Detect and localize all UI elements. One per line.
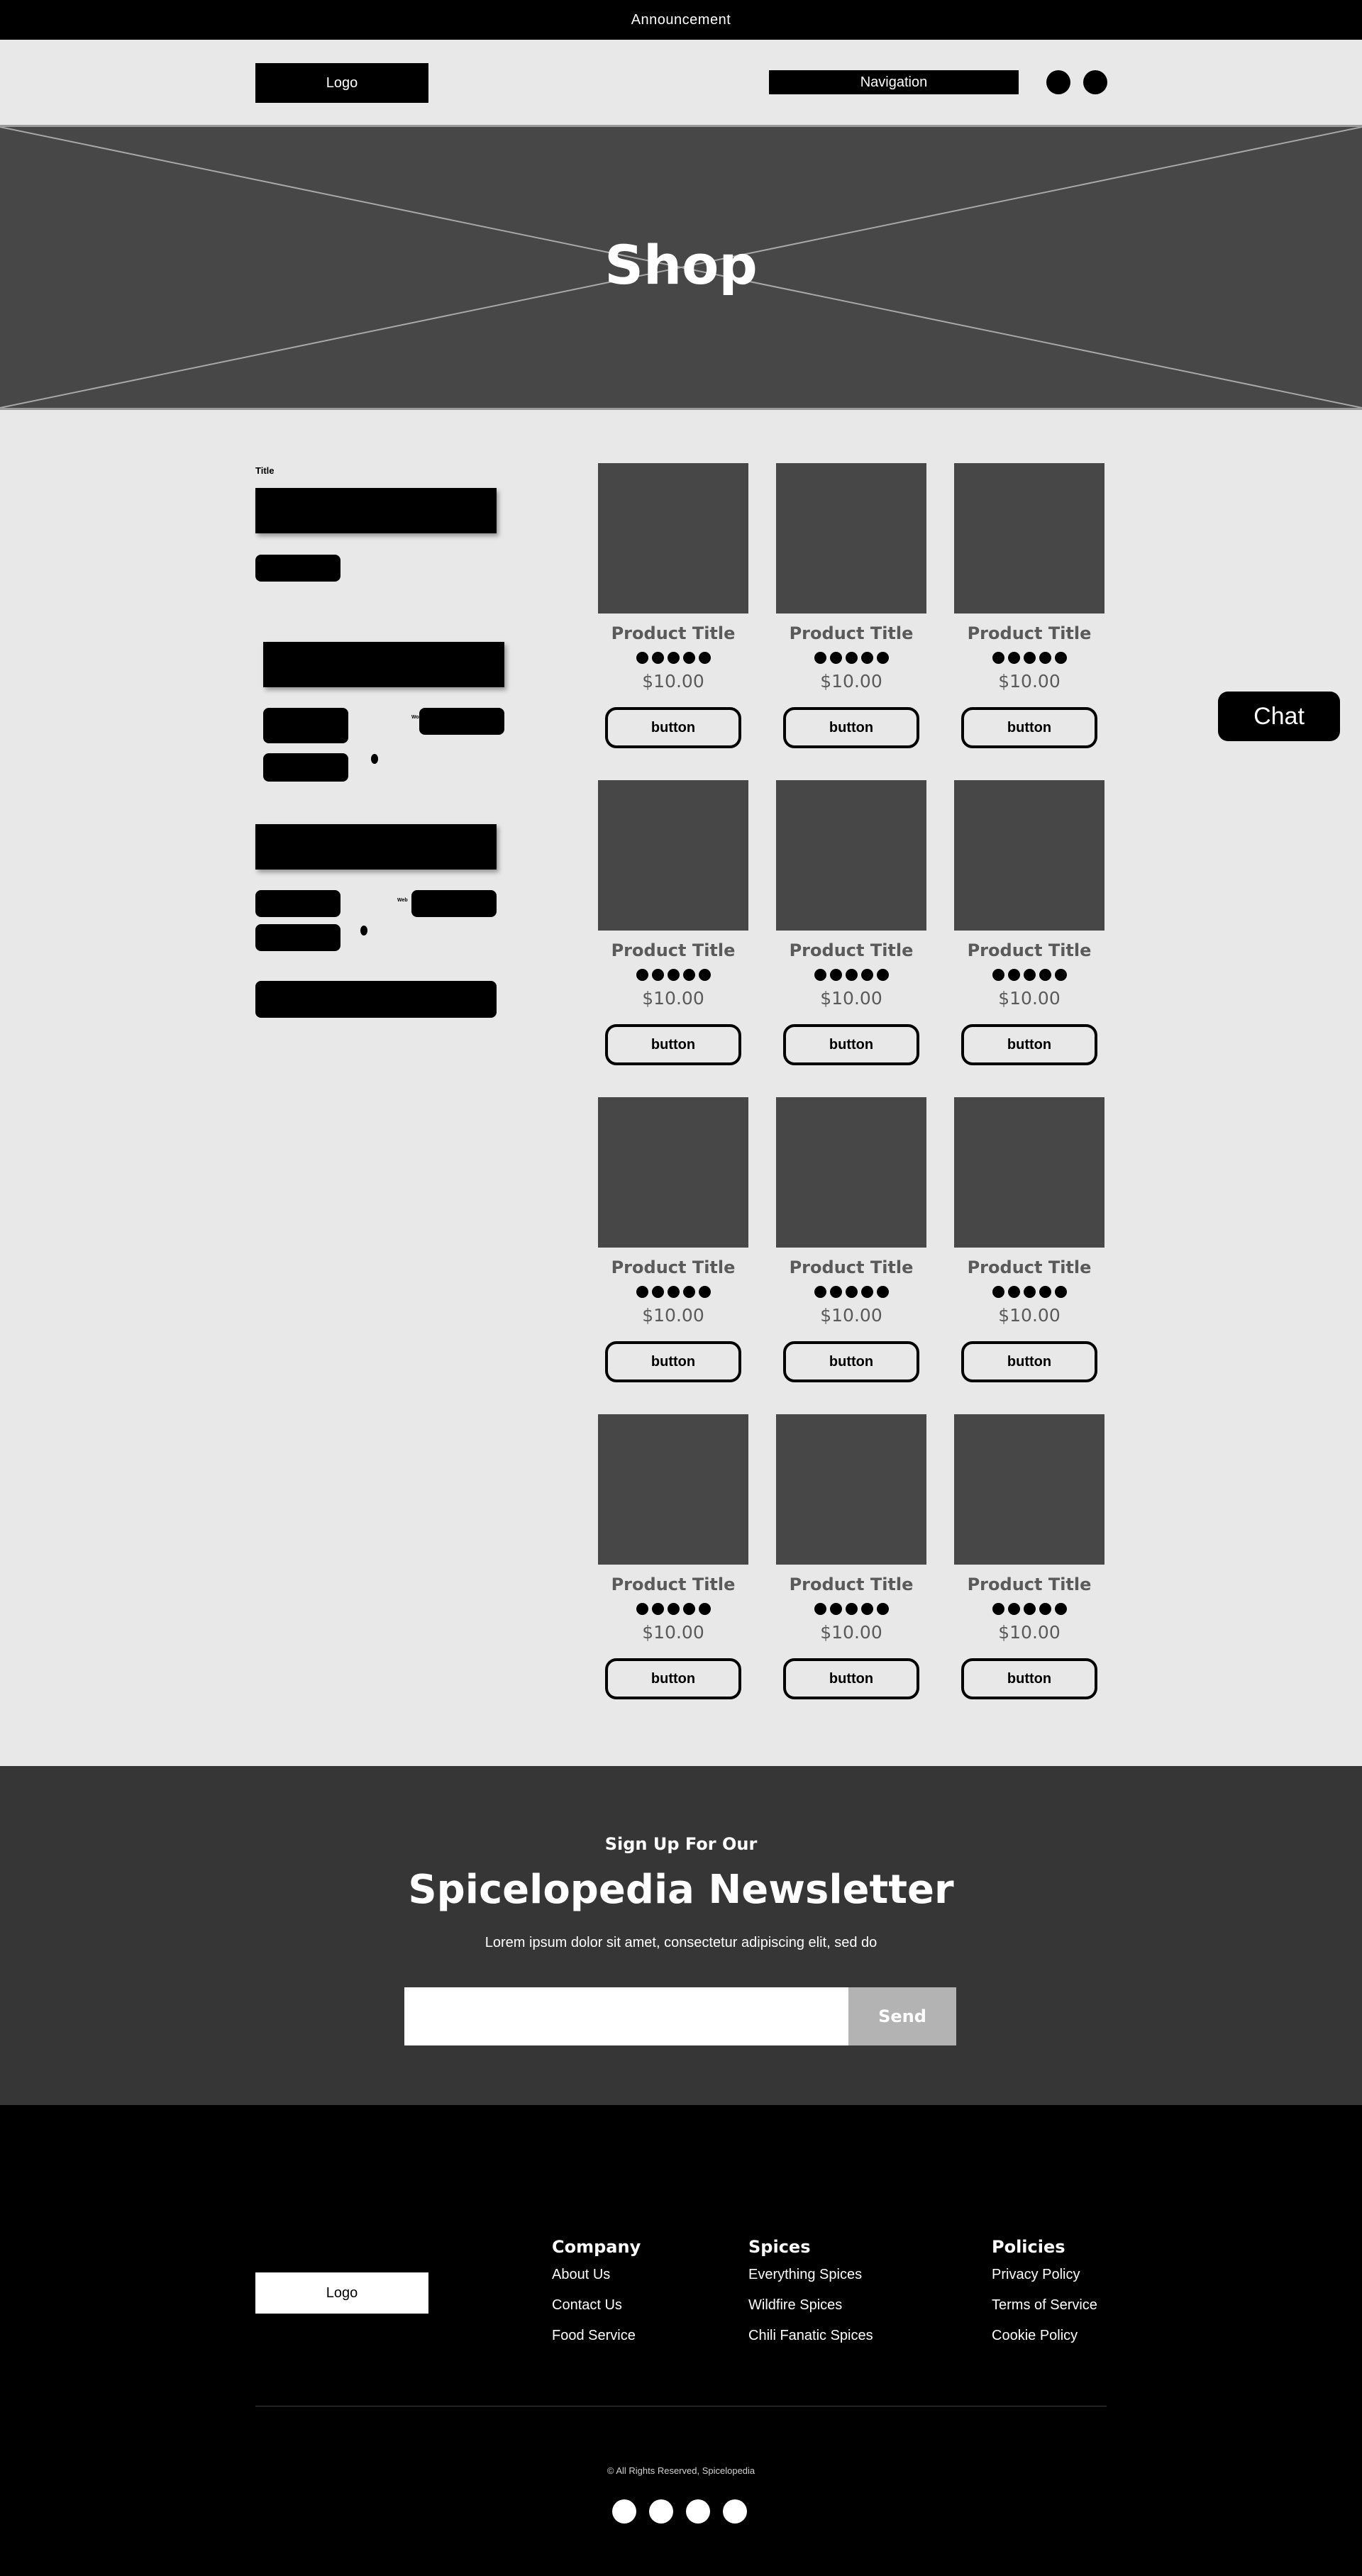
social-icon-1[interactable]: [612, 2499, 636, 2524]
newsletter-email-input[interactable]: [404, 1987, 848, 2045]
product-button[interactable]: button: [605, 1024, 741, 1065]
page-title: Shop: [604, 233, 758, 296]
product-title[interactable]: Product Title: [789, 1258, 914, 1277]
product-rating: [954, 1603, 1104, 1615]
header-logo[interactable]: Logo: [255, 63, 428, 103]
rating-dot-icon: [877, 1286, 889, 1298]
product-price: $10.00: [998, 1622, 1061, 1643]
rating-dot-icon: [683, 1286, 695, 1298]
footer-column-spices: [748, 2237, 873, 2358]
filter-block-2[interactable]: [263, 642, 504, 687]
rating-dot-icon: [1024, 652, 1036, 664]
rating-dot-icon: [1008, 969, 1020, 981]
rating-dot-icon: [1055, 1286, 1067, 1298]
announcement-bar: [0, 0, 1362, 40]
rating-dot-icon: [668, 652, 680, 664]
product-image[interactable]: [598, 1414, 748, 1565]
newsletter-description: Lorem ipsum dolor sit amet, consectetur adipiscing elit, sed do: [485, 1935, 877, 1950]
product-price: $10.00: [642, 988, 704, 1009]
rating-dot-icon: [830, 1603, 842, 1615]
product-card[interactable]: [776, 463, 926, 748]
filter-block-3[interactable]: [255, 824, 497, 870]
rating-dot-icon: [636, 1603, 648, 1615]
rating-dot-icon: [668, 1603, 680, 1615]
rating-dot-icon: [1008, 1603, 1020, 1615]
product-button[interactable]: button: [605, 1658, 741, 1699]
product-title[interactable]: Product Title: [611, 1258, 736, 1277]
product-price: $10.00: [820, 671, 882, 692]
footer-link[interactable]: Cookie Policy: [992, 2328, 1078, 2343]
rating-dot-icon: [1039, 1286, 1051, 1298]
rating-dot-icon: [830, 1286, 842, 1298]
filter-option-4[interactable]: [255, 890, 340, 917]
rating-dot-icon: [1024, 969, 1036, 981]
rating-dot-icon: [1039, 652, 1051, 664]
footer-link[interactable]: Food Service: [552, 2328, 636, 2343]
rating-dot-icon: [846, 652, 858, 664]
filter-tiny-label-1: Wo: [411, 715, 419, 720]
product-image[interactable]: [954, 1414, 1104, 1565]
rating-dot-icon: [1039, 969, 1051, 981]
rating-dot-icon: [683, 969, 695, 981]
product-button[interactable]: button: [783, 1341, 919, 1382]
filter-option-2[interactable]: [419, 708, 504, 735]
rating-dot-icon: [1055, 969, 1067, 981]
footer-heading: Policies: [992, 2237, 1065, 2257]
product-rating: [954, 1286, 1104, 1298]
newsletter-pretitle: Sign Up For Our: [604, 1834, 758, 1854]
rating-dot-icon: [636, 1286, 648, 1298]
filter-chip-1[interactable]: [255, 555, 340, 582]
footer-link[interactable]: Privacy Policy: [992, 2267, 1080, 2282]
product-button[interactable]: button: [605, 1341, 741, 1382]
rating-dot-icon: [992, 969, 1004, 981]
rating-dot-icon: [1055, 1603, 1067, 1615]
site-header: [0, 40, 1362, 125]
product-rating: [954, 652, 1104, 664]
footer-link[interactable]: Contact Us: [552, 2297, 622, 2313]
social-icon-2[interactable]: [649, 2499, 673, 2524]
rating-dot-icon: [814, 652, 826, 664]
rating-dot-icon: [1008, 1286, 1020, 1298]
hero-banner: [0, 125, 1362, 410]
chat-button[interactable]: Chat: [1218, 692, 1340, 741]
filter-option-5[interactable]: [411, 890, 497, 917]
rating-dot-icon: [830, 969, 842, 981]
rating-dot-icon: [636, 969, 648, 981]
product-button[interactable]: button: [961, 1341, 1097, 1382]
product-title[interactable]: Product Title: [789, 940, 914, 960]
filter-option-6[interactable]: [255, 924, 340, 951]
rating-dot-icon: [668, 1286, 680, 1298]
product-price: $10.00: [820, 1622, 882, 1643]
product-image[interactable]: [598, 780, 748, 931]
product-price: $10.00: [998, 1305, 1061, 1326]
product-price: $10.00: [820, 988, 882, 1009]
main-navigation[interactable]: Navigation: [769, 70, 1019, 94]
product-button[interactable]: button: [605, 707, 741, 748]
product-title[interactable]: Product Title: [967, 1258, 1092, 1277]
filter-block-1[interactable]: [255, 488, 497, 533]
rating-dot-icon: [699, 1286, 711, 1298]
rating-dot-icon: [877, 1603, 889, 1615]
rating-dot-icon: [830, 652, 842, 664]
product-card[interactable]: [954, 1414, 1104, 1699]
rating-dot-icon: [992, 1286, 1004, 1298]
filter-option-3[interactable]: [263, 753, 348, 782]
product-rating: [776, 969, 926, 981]
rating-dot-icon: [1024, 1603, 1036, 1615]
rating-dot-icon: [861, 652, 873, 664]
product-card[interactable]: [954, 1097, 1104, 1382]
rating-dot-icon: [1008, 652, 1020, 664]
product-card[interactable]: [598, 780, 748, 1065]
product-button[interactable]: button: [783, 707, 919, 748]
filter-tiny-label-2: Web: [397, 898, 408, 903]
rating-dot-icon: [861, 1286, 873, 1298]
product-rating: [598, 969, 748, 981]
product-button[interactable]: button: [783, 1658, 919, 1699]
product-card[interactable]: [954, 780, 1104, 1065]
product-price: $10.00: [820, 1305, 882, 1326]
product-image[interactable]: [776, 1414, 926, 1565]
product-image[interactable]: [776, 1097, 926, 1248]
product-image[interactable]: [598, 1097, 748, 1248]
announcement-text: Announcement: [631, 11, 731, 28]
product-card[interactable]: [598, 1414, 748, 1699]
product-title[interactable]: Product Title: [967, 1575, 1092, 1594]
rating-dot-icon: [814, 1286, 826, 1298]
rating-dot-icon: [652, 1603, 664, 1615]
product-rating: [776, 1286, 926, 1298]
rating-dot-icon: [652, 652, 664, 664]
footer-column-policies: [992, 2237, 1097, 2358]
rating-dot-icon: [1024, 1286, 1036, 1298]
footer-link[interactable]: About Us: [552, 2267, 611, 2282]
rating-dot-icon: [814, 1603, 826, 1615]
footer-link[interactable]: Wildfire Spices: [748, 2297, 843, 2313]
footer-heading: Spices: [748, 2237, 811, 2257]
product-rating: [598, 1603, 748, 1615]
product-price: $10.00: [642, 671, 704, 692]
product-title[interactable]: Product Title: [611, 940, 736, 960]
rating-dot-icon: [877, 969, 889, 981]
product-card[interactable]: [776, 780, 926, 1065]
product-title[interactable]: Product Title: [611, 1575, 736, 1594]
account-icon[interactable]: [1046, 70, 1070, 94]
copyright-text: © All Rights Reserved, Spicelopedia: [607, 2465, 755, 2476]
product-image[interactable]: [776, 463, 926, 614]
footer-column-company: [552, 2237, 641, 2358]
product-button[interactable]: button: [961, 1658, 1097, 1699]
rating-dot-icon: [846, 1286, 858, 1298]
rating-dot-icon: [846, 1603, 858, 1615]
filter-option-1[interactable]: [263, 708, 348, 743]
product-title[interactable]: Product Title: [789, 1575, 914, 1594]
product-title[interactable]: Product Title: [967, 940, 1092, 960]
rating-dot-icon: [1055, 652, 1067, 664]
footer-link[interactable]: Terms of Service: [992, 2297, 1097, 2313]
product-title[interactable]: Product Title: [611, 623, 736, 643]
product-price: $10.00: [642, 1622, 704, 1643]
product-price: $10.00: [642, 1305, 704, 1326]
product-rating: [598, 1286, 748, 1298]
product-image[interactable]: [776, 780, 926, 931]
filter-radio-1[interactable]: [371, 754, 378, 764]
rating-dot-icon: [877, 652, 889, 664]
product-price: $10.00: [998, 671, 1061, 692]
filter-radio-2[interactable]: [360, 926, 367, 936]
rating-dot-icon: [668, 969, 680, 981]
product-card[interactable]: [776, 1414, 926, 1699]
product-card[interactable]: [776, 1097, 926, 1382]
product-image[interactable]: [954, 780, 1104, 931]
rating-dot-icon: [652, 1286, 664, 1298]
footer-heading: Company: [552, 2237, 641, 2257]
social-icon-3[interactable]: [686, 2499, 710, 2524]
product-button[interactable]: button: [783, 1024, 919, 1065]
footer-link[interactable]: Chili Fanatic Spices: [748, 2328, 873, 2343]
rating-dot-icon: [1039, 1603, 1051, 1615]
footer-link[interactable]: Everything Spices: [748, 2267, 863, 2282]
sidebar-title: Title: [255, 465, 275, 476]
newsletter-section: [0, 1766, 1362, 2105]
rating-dot-icon: [652, 969, 664, 981]
product-rating: [598, 652, 748, 664]
product-image[interactable]: [954, 463, 1104, 614]
rating-dot-icon: [683, 1603, 695, 1615]
product-card[interactable]: [598, 1097, 748, 1382]
rating-dot-icon: [636, 652, 648, 664]
cart-icon[interactable]: [1083, 70, 1107, 94]
product-title[interactable]: Product Title: [789, 623, 914, 643]
site-footer: [0, 2105, 1362, 2576]
rating-dot-icon: [699, 652, 711, 664]
product-card[interactable]: [598, 463, 748, 748]
rating-dot-icon: [846, 969, 858, 981]
rating-dot-icon: [683, 652, 695, 664]
product-image[interactable]: [598, 463, 748, 614]
product-image[interactable]: [954, 1097, 1104, 1248]
product-button[interactable]: button: [961, 1024, 1097, 1065]
rating-dot-icon: [861, 1603, 873, 1615]
newsletter-title: Spicelopedia Newsletter: [408, 1867, 954, 1913]
rating-dot-icon: [814, 969, 826, 981]
product-rating: [776, 652, 926, 664]
footer-logo[interactable]: Logo: [255, 2272, 428, 2314]
product-rating: [954, 969, 1104, 981]
rating-dot-icon: [992, 1603, 1004, 1615]
newsletter-send-button[interactable]: Send: [848, 1987, 956, 2045]
social-icon-4[interactable]: [723, 2499, 747, 2524]
product-rating: [776, 1603, 926, 1615]
rating-dot-icon: [992, 652, 1004, 664]
rating-dot-icon: [861, 969, 873, 981]
filter-apply-button[interactable]: [255, 981, 497, 1018]
product-button[interactable]: button: [961, 707, 1097, 748]
product-title[interactable]: Product Title: [967, 623, 1092, 643]
product-price: $10.00: [998, 988, 1061, 1009]
rating-dot-icon: [699, 1603, 711, 1615]
product-card[interactable]: [954, 463, 1104, 748]
rating-dot-icon: [699, 969, 711, 981]
